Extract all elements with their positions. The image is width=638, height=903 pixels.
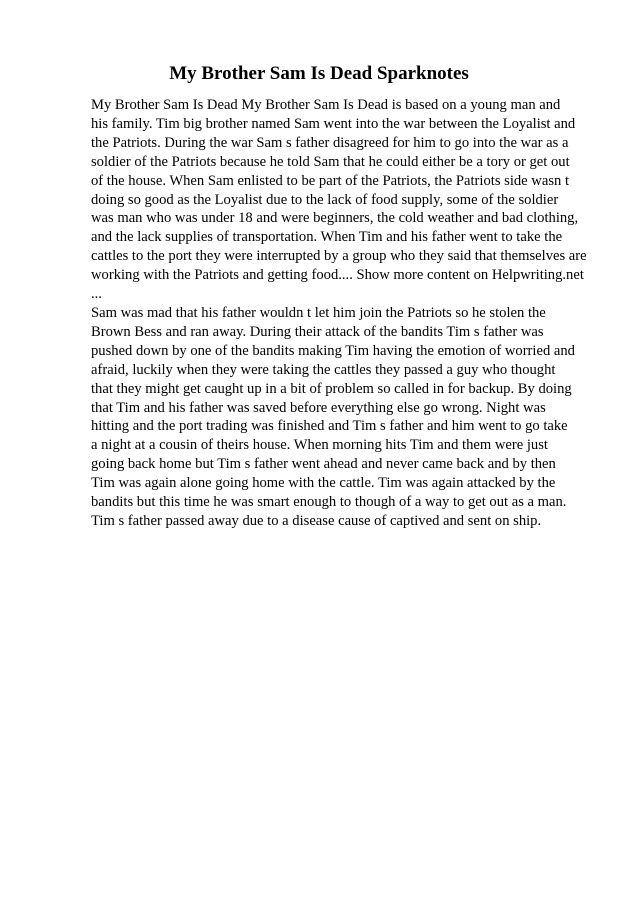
body-line: pushed down by one of the bandits making Tim having the emotion of worried and — [91, 342, 575, 359]
document-title: My Brother Sam Is Dead Sparknotes — [169, 63, 469, 84]
body-line: that Tim and his father was saved before everything else go wrong. Night was — [91, 399, 546, 416]
document-body — [91, 96, 596, 531]
body-line: was man who was under 18 and were beginners, the cold weather and bad clothing, — [91, 210, 579, 227]
body-line: Tim was again alone going home with the cattle. Tim was again attacked by the — [91, 475, 556, 492]
body-line: working with the Patriots and getting food.... Show more content on Helpwriting.net — [91, 267, 584, 284]
body-line: ... — [91, 286, 102, 303]
body-line: and the lack supplies of transportation. When Tim and his father went to take the — [91, 229, 563, 246]
body-line: bandits but this time he was smart enough to though of a way to get out as a man. — [91, 494, 567, 511]
body-line: going back home but Tim s father went ahead and never came back and by then — [91, 456, 556, 473]
body-line: his family. Tim big brother named Sam went into the war between the Loyalist and — [91, 115, 576, 132]
body-line: of the house. When Sam enlisted to be part of the Patriots, the Patriots side wasn t — [91, 172, 569, 189]
body-line: soldier of the Patriots because he told Sam that he could either be a tory or get out — [91, 153, 570, 170]
body-line: the Patriots. During the war Sam s father disagreed for him to go into the war as a — [91, 134, 569, 151]
body-line: My Brother Sam Is Dead My Brother Sam Is Dead is based on a young man and — [91, 97, 561, 113]
body-line: hitting and the port trading was finished and Tim s father and him went to go take — [91, 418, 568, 435]
body-line: that they might get caught up in a bit of problem so called in for backup. By doing — [91, 380, 572, 397]
body-line: cattles to the port they were interrupted by a group who they said that themselves are — [91, 248, 587, 265]
body-line: a night at a cousin of theirs house. When morning hits Tim and them were just — [91, 437, 548, 454]
body-line: doing so good as the Loyalist due to the lack of food supply, some of the soldier — [91, 191, 559, 208]
body-line: Tim s father passed away due to a disease cause of captived and sent on ship. — [91, 512, 542, 529]
body-line: Sam was mad that his father wouldn t let him join the Patriots so he stolen the — [91, 304, 546, 321]
body-line: afraid, luckily when they were taking the cattles they passed a guy who thought — [91, 361, 556, 378]
body-line: Brown Bess and ran away. During their attack of the bandits Tim s father was — [91, 323, 544, 340]
